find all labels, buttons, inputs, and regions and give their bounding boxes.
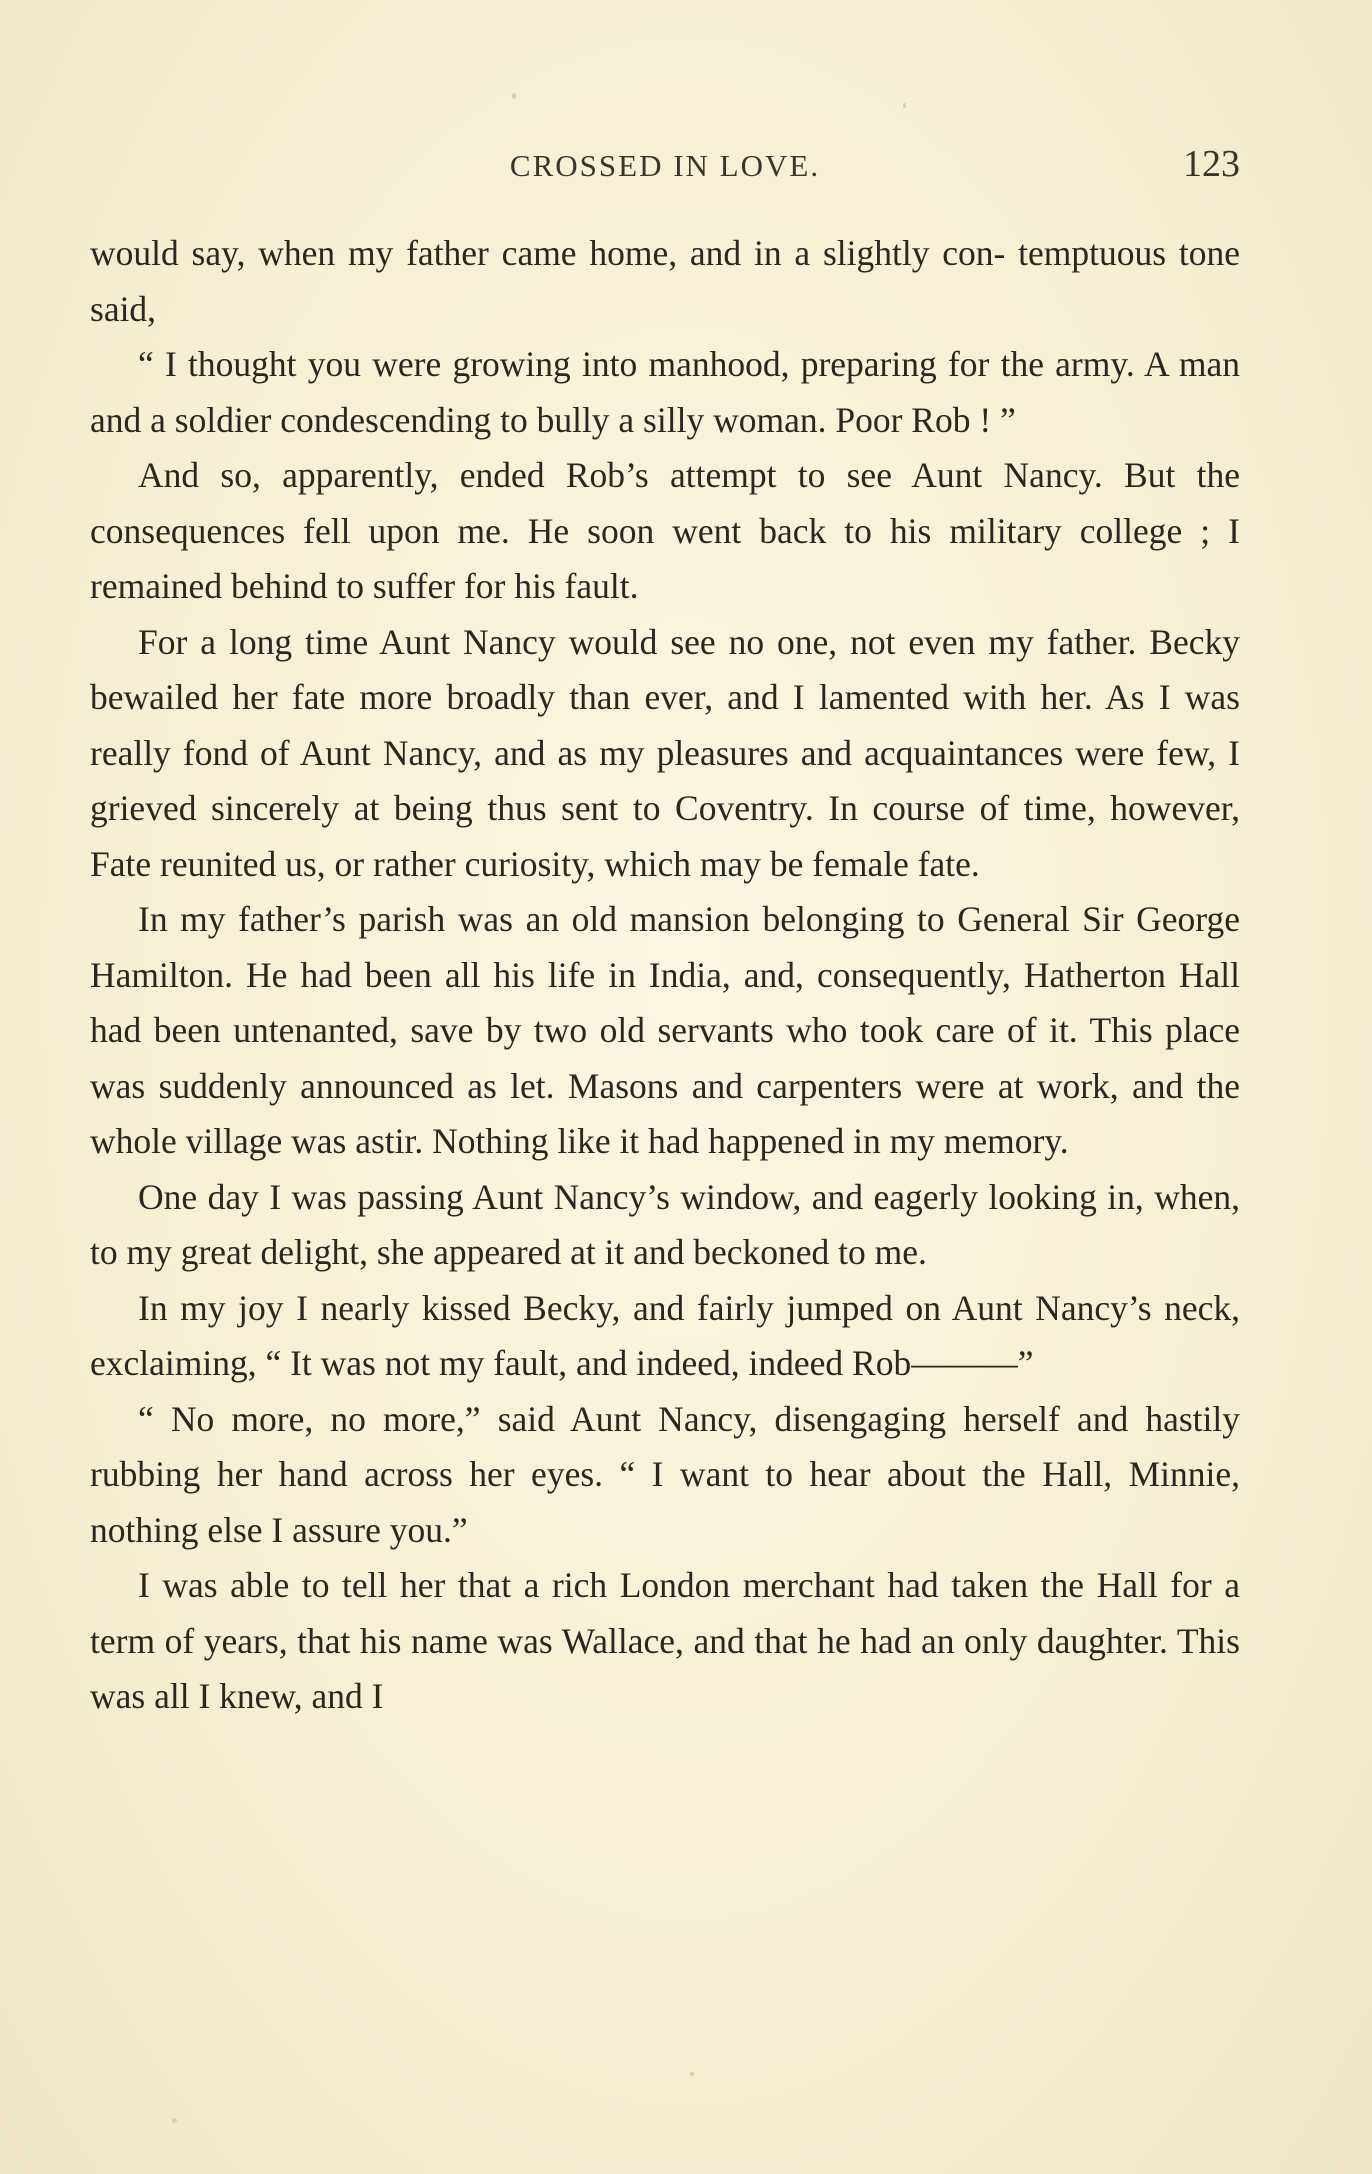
paper-speck xyxy=(512,93,516,99)
paragraph: One day I was passing Aunt Nancy’s window, and eagerly looking in, when, to my great delight, she appeared at it and beckoned to me. xyxy=(90,1176,1240,1272)
paper-speck xyxy=(172,2118,177,2123)
running-head xyxy=(90,142,1240,192)
paper-speck xyxy=(690,2072,694,2076)
paragraph: I was able to tell her that a rich London merchant had taken the Hall for a term of years, that his name was Wallace, and that he had an only daughter. This was all I knew, and I xyxy=(90,1565,1240,1716)
book-page xyxy=(90,142,1240,1725)
paragraph: And so, apparently, ended Rob’s attempt to see Aunt Nancy. But the consequences fell upon me. He soon went back to his military college ; I remained behind to suffer for his fault. xyxy=(90,455,1240,606)
paragraph: In my joy I nearly kissed Becky, and fairly jumped on Aunt Nancy’s neck, exclaiming, “ It was not my fault, and indeed, indeed Rob———” xyxy=(90,1287,1240,1383)
paragraph: In my father’s parish was an old mansion belonging to General Sir George Hamilton. He had been all his life in India, and, consequently, Hatherton Hall had been untenanted, save by two old servants who took care of it. This place was suddenly announced as let. Masons and carpenters were at work, and the whole village was astir. Nothing like it had happened in my memory. xyxy=(90,899,1240,1161)
running-title: CROSSED IN LOVE. xyxy=(509,148,821,183)
page-number: 123 xyxy=(1183,143,1240,185)
paragraph: “ I thought you were growing into manhood, preparing for the army. A man and a soldier condescending to bully a silly woman. Poor Rob ! ” xyxy=(90,344,1240,440)
paragraph: “ No more, no more,” said Aunt Nancy, disengaging herself and hastily rubbing her hand across her eyes. “ I want to hear about the Hall, Minnie, nothing else I assure you.” xyxy=(90,1398,1240,1550)
body-text xyxy=(90,226,1240,1725)
paragraph: For a long time Aunt Nancy would see no one, not even my father. Becky bewailed her fate more broadly than ever, and I lamented with her. As I was really fond of Aunt Nancy, and as my pleasures and acquaintances were few, I grieved sincerely at being thus sent to Coventry. In course of time, however, Fate reunited us, or rather curiosity, which may be female fate. xyxy=(90,621,1240,884)
paragraph: would say, when my father came home, and in a slightly con- temptuous tone said, xyxy=(90,233,1240,329)
paper-speck xyxy=(903,103,906,108)
